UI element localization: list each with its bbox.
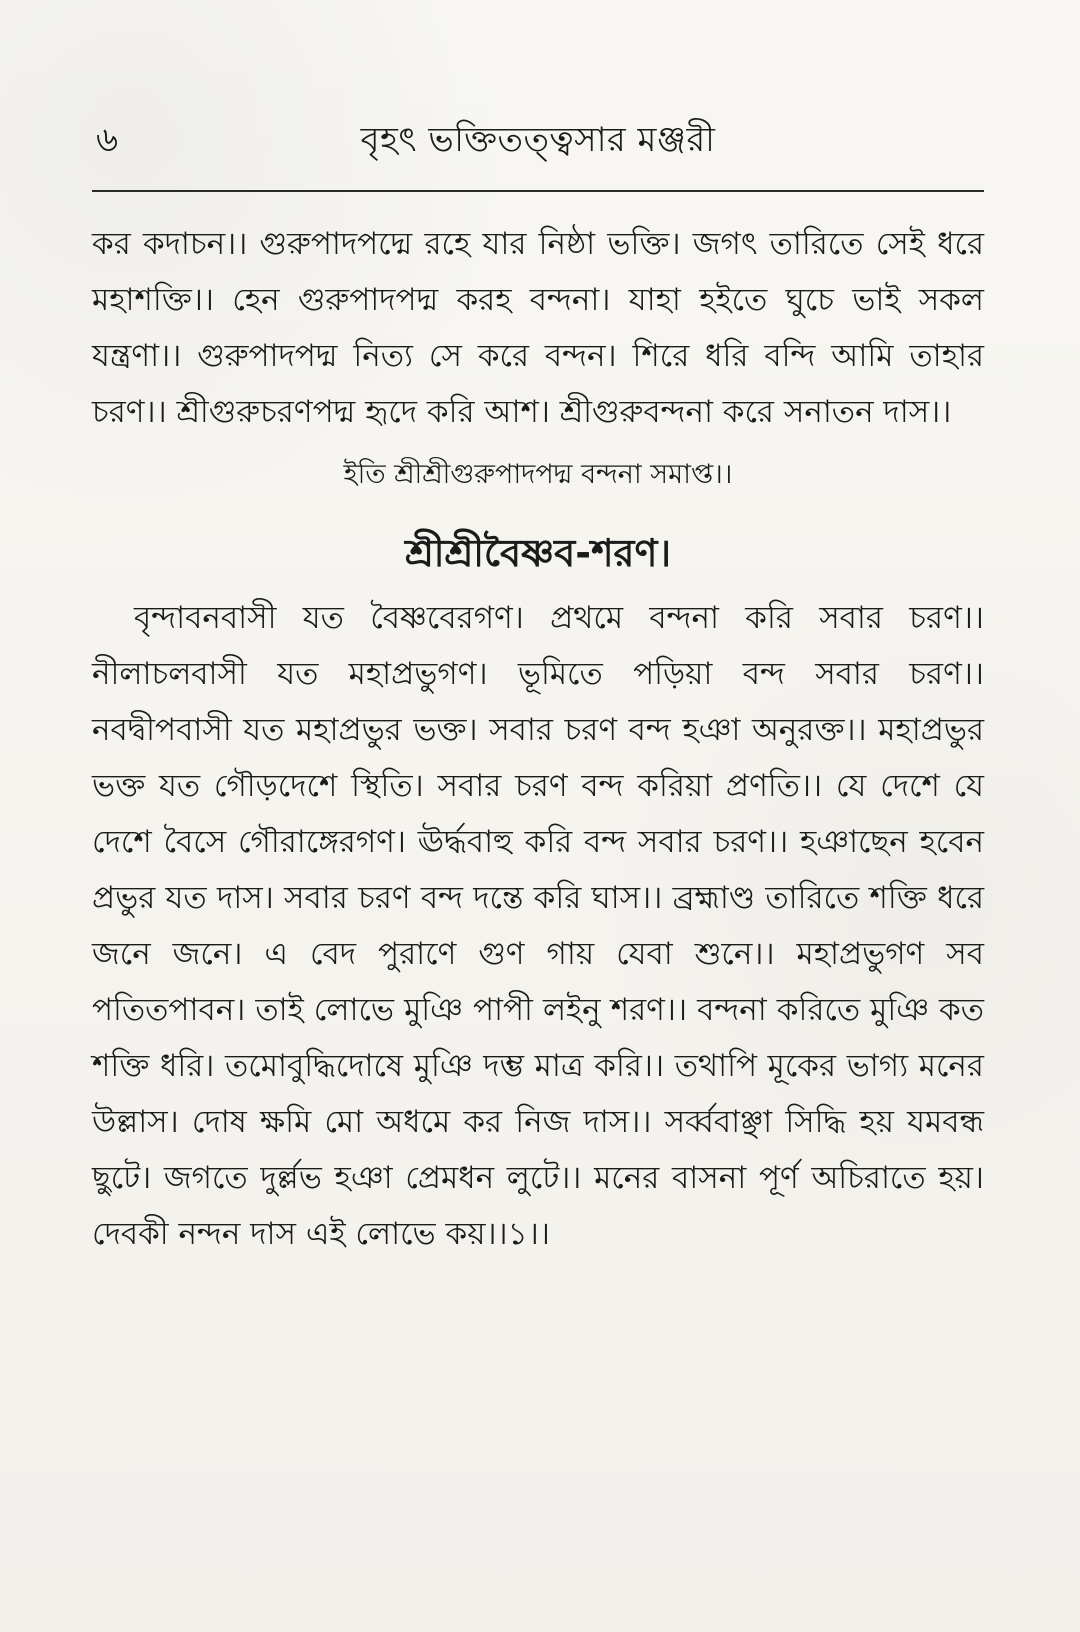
- page-number: ৬: [96, 120, 119, 160]
- vaishnava-heading: শ্রীশ্রীবৈষ্ণব-শরণ।: [404, 531, 672, 575]
- vaishnava-verse-text: বৃন্দাবনবাসী যত বৈষ্ণবেরগণ। প্রথমে বন্দনা করি সবার চরণ।। নীলাচলবাসী যত মহাপ্রভুগণ। ভূমিতে পড়িয়া বন্দ সবার চরণ।। নবদ্বীপবাসী যত মহাপ্রভুর ভক্ত। সবার চরণ বন্দ হঞা অনুরক্ত।। মহাপ্রভুর ভক্ত যত গৌড়দেশে স্থিতি। সবার চরণ বন্দ করিয়া প্রণতি।। যে দেশে যে দেশে বৈসে গৌরাঙ্গেরগণ। ঊর্দ্ধবাহু করি বন্দ সবার চরণ।। হঞাছেন হবেন প্রভুর যত দাস। সবার চরণ বন্দ দন্তে করি ঘাস।। ব্রহ্মাণ্ড তারিতে শক্তি ধরে জনে জনে। এ বেদ পুরাণে গুণ গায় যেবা শুনে।। মহাপ্রভুগণ সব পতিতপাবন। তাই লোভে মুঞি পাপী লইনু শরণ।। বন্দনা করিতে মুঞি কত শক্তি ধরি। তমোবুদ্ধিদোষে মুঞি দম্ভ মাত্র করি।। তথাপি মূকের ভাগ্য মনের উল্লাস। দোষ ক্ষমি মো অধমে কর নিজ দাস।। সর্ব্ববাঞ্ছা সিদ্ধি হয় যমবন্ধ ছুটে। জগতে দুর্ল্লভ হঞা প্রেমধন লুটে।। মনের বাসনা পূর্ণ অচিরাতে হয়। দেবকী নন্দন দাস এই লোভে কয়।।১।।: [92, 600, 984, 1252]
- guru-section: [92, 216, 984, 496]
- running-title: বৃহৎ ভক্তিতত্ত্বসার মঞ্জরী: [360, 120, 716, 160]
- page-header: [92, 120, 984, 172]
- guru-closing-line: ইতি শ্রীশ্রীগুরুপাদপদ্ম বন্দনা সমাপ্ত।।: [343, 459, 733, 490]
- header-rule: [92, 190, 984, 192]
- guru-verse-text: কর কদাচন।। গুরুপাদপদ্মে রহে যার নিষ্ঠা ভক্তি। জগৎ তারিতে সেই ধরে মহাশক্তি।। হেন গুরুপাদপদ্ম করহ বন্দনা। যাহা হইতে ঘুচে ভাই সকল যন্ত্রণা।। গুরুপাদপদ্ম নিত্য সে করে বন্দন। শিরে ধরি বন্দি আমি তাহার চরণ।। শ্রীগুরুচরণপদ্ম হৃদে করি আশ। শ্রীগুরুবন্দনা করে সনাতন দাস।।: [92, 226, 984, 430]
- vaishnava-section: [92, 526, 984, 1262]
